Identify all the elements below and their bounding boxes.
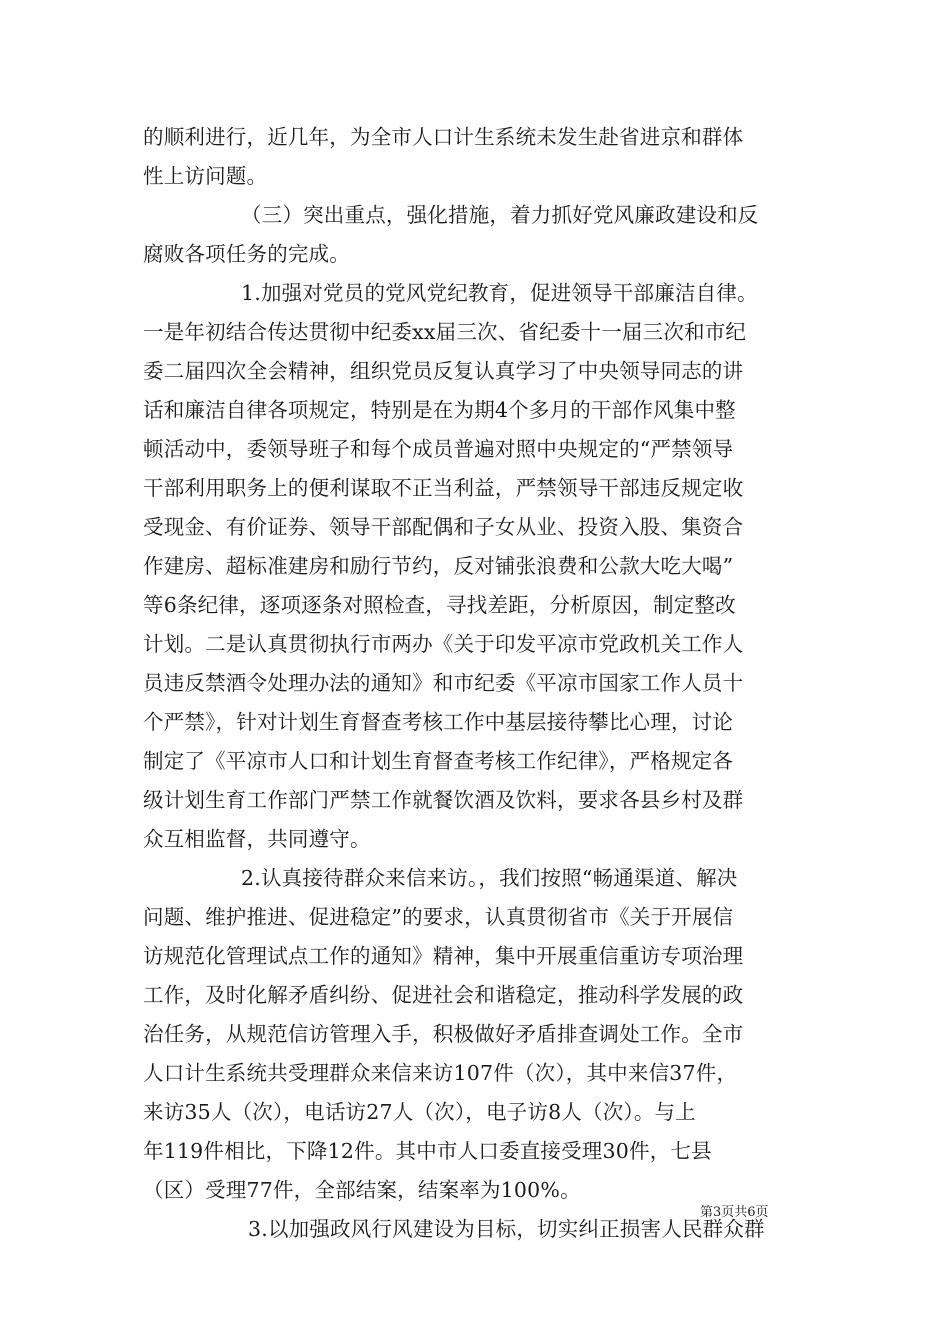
text-line: 人口计生系统共受理群众来信来访107件（次），其中来信37件， — [143, 1061, 738, 1085]
text-line: 一是年初结合传达贯彻中纪委xx届三次、省纪委十一届三次和市纪 — [143, 320, 747, 344]
item-heading: 3.以加强政风行风建设为目标，切实纠正损害人民群众群 — [248, 1217, 765, 1241]
text-line: 性上访问题。 — [143, 164, 268, 188]
text-line: 众互相监督，共同遵守。 — [143, 827, 371, 851]
section-heading: （三）突出重点，强化措施，着力抓好党风廉政建设和反 — [241, 203, 759, 227]
text-line: 计划。二是认真贯彻执行市两办《关于印发平凉市党政机关工作人 — [143, 632, 744, 656]
text-line: 治任务，从规范信访管理入手，积极做好矛盾排查调处工作。全市 — [143, 1022, 744, 1046]
text-line: 等6条纪律，逐项逐条对照检查，寻找差距，分析原因，制定整改 — [143, 593, 736, 617]
text-line: 干部利用职务上的便利谋取不正当利益，严禁领导干部违反规定收 — [143, 476, 744, 500]
text-line: 受现金、有价证券、领导干部配偶和子女从业、投资入股、集资合 — [143, 515, 744, 539]
text-line: 来访35人（次），电话访27人（次），电子访8人（次）。与上 — [143, 1100, 696, 1124]
item-heading: 1.加强对党员的党风党纪教育，促进领导干部廉洁自律。 — [241, 281, 758, 305]
text-line: 员违反禁酒令处理办法的通知》和市纪委《平凉市国家工作人员十 — [143, 671, 744, 695]
text-line: 工作，及时化解矛盾纠纷、促进社会和谐稳定，推动科学发展的政 — [143, 983, 744, 1007]
text-line: 制定了《平凉市人口和计划生育督查考核工作纪律》，严格规定各 — [143, 749, 734, 773]
item-heading: 2.认真接待群众来信来访。，我们按照“畅通渠道、解决 — [241, 866, 738, 890]
text-line: 的顺利进行，近几年，为全市人口计生系统未发生赴省进京和群体 — [143, 125, 744, 149]
document-body — [143, 118, 808, 1249]
text-line: 委二届四次全会精神，组织党员反复认真学习了中央领导同志的讲 — [143, 359, 744, 383]
text-line: 问题、维护推进、促进稳定”的要求，认真贯彻省市《关于开展信 — [143, 905, 734, 929]
text-line: 顿活动中，委领导班子和每个成员普遍对照中央规定的“严禁领导 — [143, 437, 734, 461]
text-line: 级计划生育工作部门严禁工作就餐饮酒及饮料，要求各县乡村及群 — [143, 788, 744, 812]
text-line: （区）受理77件，全部结案，结案率为100%。 — [143, 1178, 581, 1202]
text-line: 年119件相比，下降12件。其中市人口委直接受理30件，七县 — [143, 1139, 712, 1163]
text-line: 个严禁》，针对计划生育督查考核工作中基层接待攀比心理，讨论 — [143, 710, 734, 734]
page-number: 第3页共6页 — [700, 1205, 769, 1220]
text-line: 话和廉洁自律各项规定，特别是在为期4个多月的干部作风集中整 — [143, 398, 736, 422]
text-line: 访规范化管理试点工作的通知》精神，集中开展重信重访专项治理 — [143, 944, 744, 968]
text-line: 腐败各项任务的完成。 — [143, 242, 350, 266]
text-line: 作建房、超标准建房和励行节约，反对铺张浪费和公款大吃大喝” — [143, 554, 734, 578]
